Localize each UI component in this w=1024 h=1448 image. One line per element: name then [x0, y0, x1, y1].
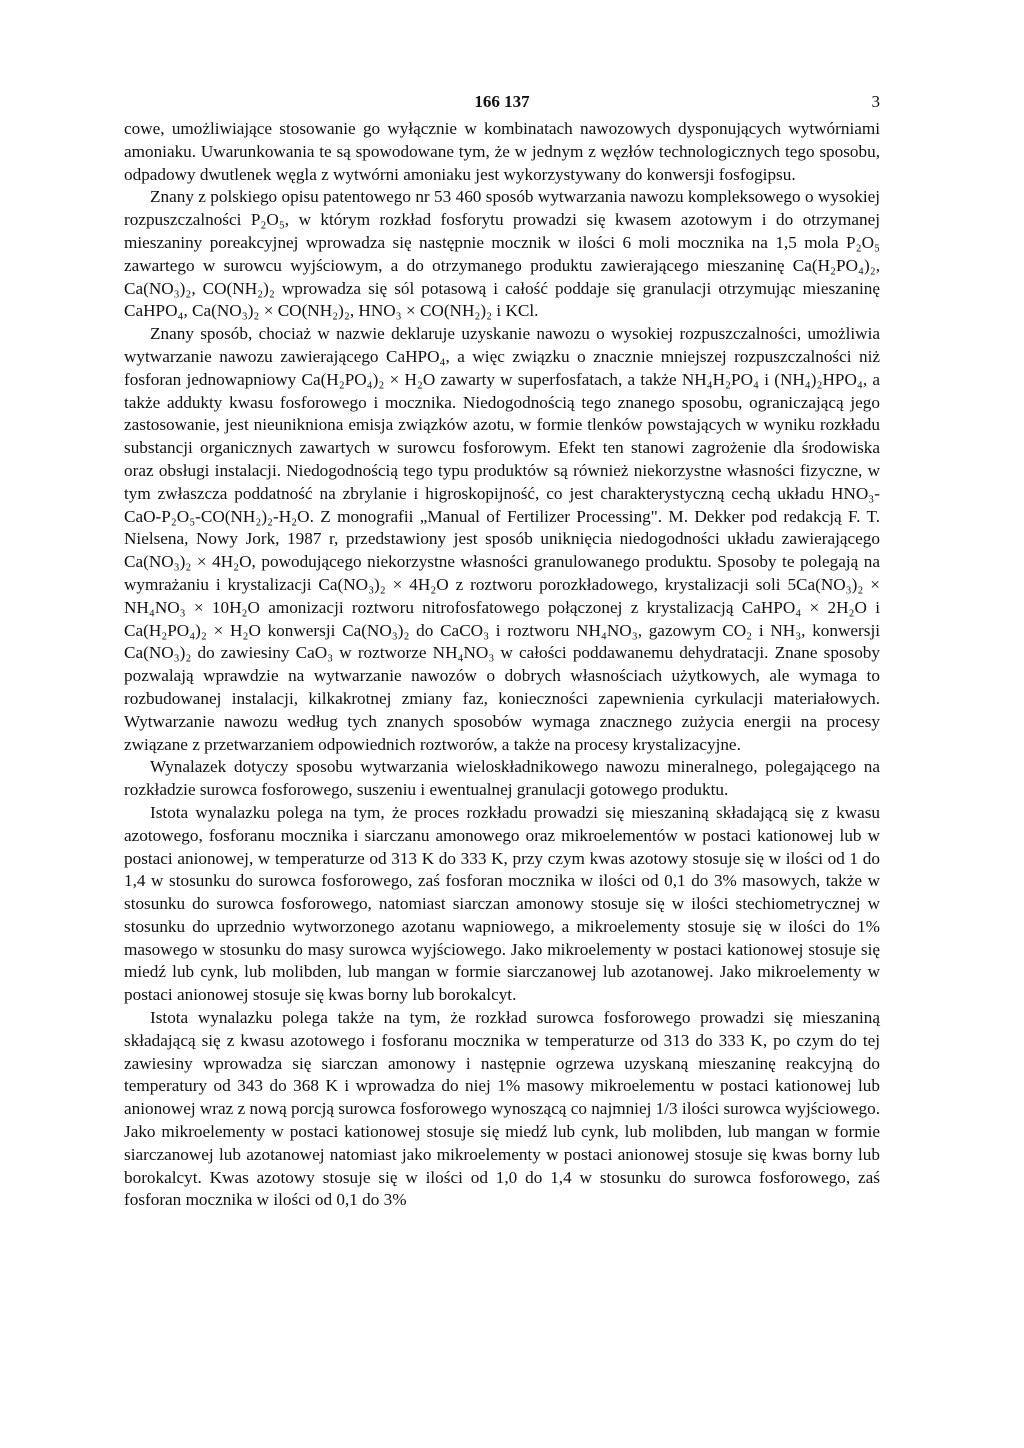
- document-page: [124, 88, 880, 1212]
- paragraph-prior-art-1: Znany z polskiego opisu patentowego nr 53 460 sposób wytwarzania nawozu kompleksowego o wysokiej rozpuszczalności P₂O₅, w którym rozkład fosforytu prowadzi się kwasem azotowym i do otrzymanej mieszaniny poreakcyjnej wprowadza się następnie mocznik w ilości 6 moli mocznika na 1,5 mola P₂O₅ zawartego w surowcu wyjściowym, a do otrzymanego produktu zawierającego mieszaninę Ca(H₂PO₄)₂, Ca(NO₃)₂, CO(NH₂)₂ wprowadza się sól potasową i całość poddaje się granulacji otrzymując mieszaninę CaHPO₄, Ca(NO₃)₂ × CO(NH₂)₂, HNO₃ × CO(NH₂)₂ i KCl.: [124, 187, 880, 321]
- page-number: 3: [871, 92, 880, 111]
- page-header: [124, 88, 880, 118]
- body-text: [124, 118, 880, 1212]
- paragraph-prior-art-2: Znany sposób, chociaż w nazwie deklaruje uzyskanie nawozu o wysokiej rozpuszczalności, umożliwia wytwarzanie nawozu zawierającego CaHPO₄, a więc związku o znacznie mniejszej rozpuszczalności niż fosforan jednowapniowy Ca(H₂PO₄)₂ × H₂O zawarty w superfosfatach, a także NH₄H₂PO₄ i (NH₄)₂HPO₄, a także addukty kwasu fosforowego i mocznika. Niedogodnością tego znanego sposobu, ograniczającą jego zastosowanie, jest nieunikniona emisja związków azotu, w formie tlenków powstających w wyniku rozkładu substancji organicznych zawartych w surowcu fosforowym. Efekt ten stanowi zagrożenie dla środowiska oraz obsługi instalacji. Niedogodnością tego typu produktów są również niekorzystne własności fizyczne, w tym zwłaszcza poddatność na zbrylanie i higroskopijność, co jest charakterystyczną cechą układu HNO₃-CaO-P₂O₅-CO(NH₂)₂-H₂O. Z monografii „Manual of Fertilizer Processing". M. Dekker pod redakcją F. T. Nielsena, Nowy Jork, 1987 r, przedstawiony jest sposób uniknięcia niedogodności układu zawierającego Ca(NO₃)₂ × 4H₂O, powodującego niekorzystne własności granulowanego produktu. Sposoby te polegają na wymrażaniu i krystalizacji Ca(NO₃)₂ × 4H₂O z roztworu porozkładowego, krystalizacji soli 5Ca(NO₃)₂ × NH₄NO₃ × 10H₂O amonizacji roztworu nitrofosfatowego połączonej z krystalizacją CaHPO₄ × 2H₂O i Ca(H₂PO₄)₂ × H₂O konwersji Ca(NO₃)₂ do CaCO₃ i roztworu NH₄NO₃, gazowym CO₂ i NH₃, konwersji Ca(NO₃)₂ do zawiesiny CaO₃ w roztworze NH₄NO₃ w całości poddawanemu dehydratacji. Znane sposoby pozwalają wprawdzie na wytwarzanie nawozów o dobrych własnościach użytkowych, ale wymaga to rozbudowanej instalacji, kilkakrotnej zmiany faz, konieczności zapewnienia cyrkulacji materiałowych. Wytwarzanie nawozu według tych znanych sposobów wymaga znacznego zużycia energii na procesy związane z przetwarzaniem odpowiednich roztworów, a także na procesy krystalizacyjne.: [124, 324, 880, 754]
- paragraph-invention-essence-2: Istota wynalazku polega także na tym, że rozkład surowca fosforowego prowadzi się mieszaniną składającą się z kwasu azotowego i fosforanu mocznika w temperaturze od 313 do 333 K, po czym do tej zawiesiny wprowadza się siarczan amonowy i następnie ogrzewa uzyskaną mieszaninę reakcyjną do temperatury od 343 do 368 K i wprowadza do niej 1% masowy mikroelementu w postaci kationowej lub anionowej wraz z nową porcją surowca fosforowego wynoszącą co najmniej 1/3 ilości surowca wyjściowego. Jako mikroelementy w postaci kationowej stosuje się miedź lub cynk, lub molibden, lub mangan w formie siarczanowej lub azotanowej natomiast jako mikroelementy w postaci anionowej stosuje się kwas borny lub borokalcyt. Kwas azotowy stosuje się w ilości od 1,0 do 1,4 w stosunku do surowca fosforowego, zaś fosforan mocznika w ilości od 0,1 do 3%: [124, 1008, 881, 1210]
- paragraph-invention-essence-1: Istota wynalazku polega na tym, że proces rozkładu prowadzi się mieszaniną składającą się z kwasu azotowego, fosforanu mocznika i siarczanu amonowego oraz mikroelementów w postaci kationowej lub w postaci anionowej, w temperaturze od 313 K do 333 K, przy czym kwas azotowy stosuje się w ilości od 1 do 1,4 w stosunku do surowca fosforowego, zaś fosforan mocznika w ilości od 0,1 do 3% masowych, także w stosunku do surowca fosforowego, natomiast siarczan amonowy stosuje się w ilości stechiometrycznej w stosunku do uprzednio wytworzonego azotanu wapniowego, a mikroelementy stosuje się w ilości do 1% masowego w stosunku do masy surowca wyjściowego. Jako mikroelementy w postaci kationowej stosuje się miedź lub cynk, lub molibden, lub mangan w formie siarczanowej lub azotanowej. Jako mikroelementy w postaci anionowej stosuje się kwas borny lub borokalcyt.: [124, 802, 880, 1005]
- paragraph-continuation: cowe, umożliwiające stosowanie go wyłącznie w kombinatach nawozowych dysponujących wytwórniami amoniaku. Uwarunkowania te są spowodowane tym, że w jednym z węzłów technologicznych tego sposobu, odpadowy dwutlenek węgla z wytwórni amoniaku jest wykorzystywany do konwersji fosfogipsu.: [124, 119, 880, 184]
- paragraph-invention-subject: Wynalazek dotyczy sposobu wytwarzania wieloskładnikowego nawozu mineralnego, polegającego na rozkładzie surowca fosforowego, suszeniu i ewentualnej granulacji gotowego produktu.: [124, 757, 880, 800]
- patent-number: 166 137: [474, 92, 530, 111]
